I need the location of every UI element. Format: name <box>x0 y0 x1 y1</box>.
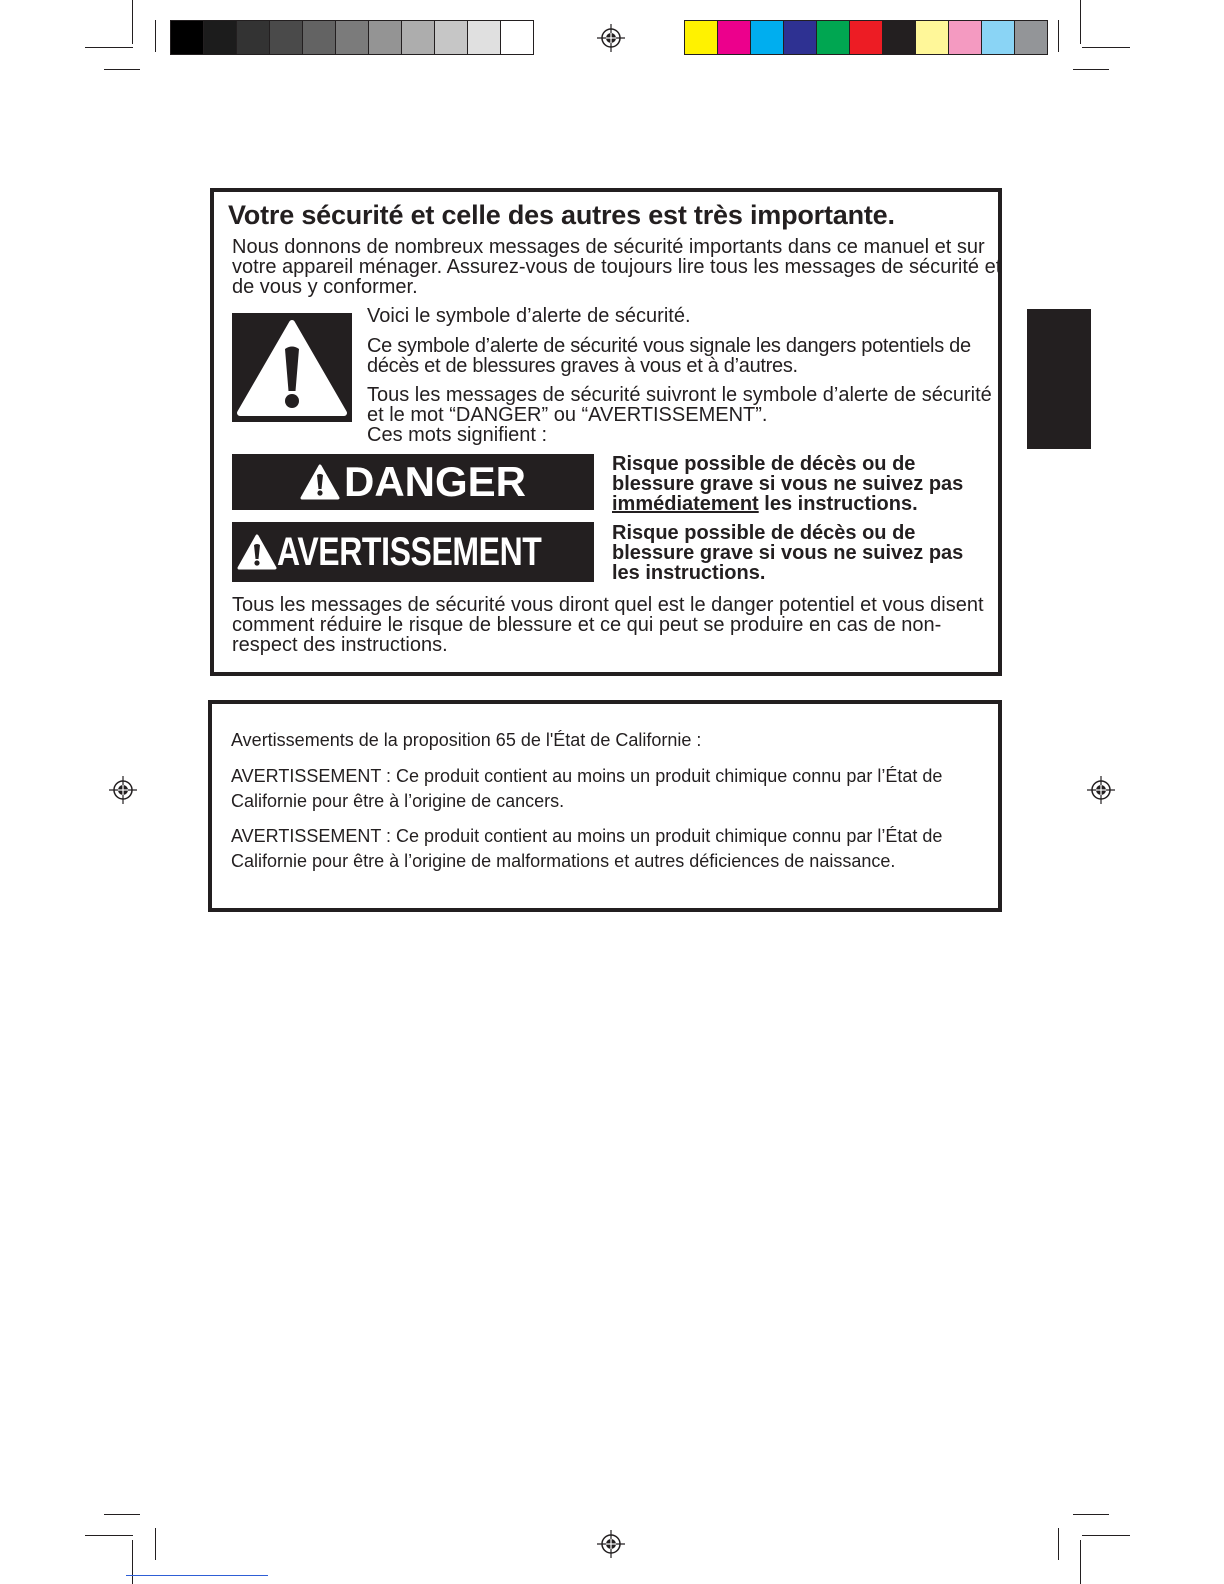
prop65-notice-box <box>208 700 1002 912</box>
registration-mark-icon <box>597 24 625 52</box>
color-swatch <box>468 21 501 54</box>
section-tab <box>1027 309 1091 449</box>
page-edge-line <box>126 1575 268 1576</box>
warning-signal-panel <box>232 522 594 582</box>
crop-mark <box>132 1540 133 1584</box>
crop-mark <box>155 20 156 52</box>
crop-mark <box>1058 20 1059 52</box>
grayscale-color-bar <box>170 20 534 55</box>
signal-word-intro: Tous les messages de sécurité suivront le symbole d’alerte de sécurité et le mot “DANGER” ou “AVERTISSEMENT”. <box>367 384 992 426</box>
crop-mark <box>1058 1528 1059 1560</box>
safety-notice-box <box>210 188 1002 676</box>
color-swatch <box>751 21 784 54</box>
crop-mark <box>1080 1540 1081 1584</box>
color-swatch <box>336 21 369 54</box>
color-swatch <box>402 21 435 54</box>
color-swatch <box>501 21 533 54</box>
warning-label: AVERTISSEMENT <box>277 530 542 574</box>
crop-mark <box>85 1535 133 1536</box>
color-swatch <box>685 21 718 54</box>
danger-label: DANGER <box>343 458 526 505</box>
prop65-warning-birth-defects: AVERTISSEMENT : Ce produit contient au moins un produit chimique connu par l’État de Californie pour être à l’origine de malformations et autres déficiences de naissance. <box>231 826 943 871</box>
symbol-description: Ce symbole d’alerte de sécurité vous signale les dangers potentiels de décès et de blessures graves à vous et à d’autres. <box>367 335 971 377</box>
crop-mark <box>155 1528 156 1560</box>
color-swatch <box>270 21 303 54</box>
crop-mark <box>1073 1514 1109 1515</box>
danger-description-emphasis: immédiatement <box>612 493 759 515</box>
warning-description: Risque possible de décès ou de blessure grave si vous ne suivez pas les instructions. <box>612 522 964 584</box>
crop-mark <box>132 0 133 44</box>
crop-mark <box>1080 0 1081 44</box>
registration-mark-icon <box>597 1530 625 1558</box>
color-swatch <box>435 21 468 54</box>
crop-mark <box>85 47 133 48</box>
color-swatch <box>949 21 982 54</box>
color-swatch <box>883 21 916 54</box>
crop-mark <box>1082 1535 1130 1536</box>
warning-triangle-icon <box>237 533 277 571</box>
registration-mark-icon <box>109 776 137 804</box>
color-swatch <box>237 21 270 54</box>
prop65-heading: Avertissements de la proposition 65 de l'État de Californie : <box>231 730 702 750</box>
signal-word-meaning: Ces mots signifient : <box>367 424 548 446</box>
registration-mark-icon <box>1087 776 1115 804</box>
color-swatch <box>1015 21 1047 54</box>
danger-signal-panel <box>232 454 594 510</box>
color-swatch <box>916 21 949 54</box>
prop65-warning-cancer: AVERTISSEMENT : Ce produit contient au moins un produit chimique connu par l’État de Californie pour être à l’origine de cancers. <box>231 766 943 811</box>
color-swatch <box>303 21 336 54</box>
color-swatch <box>369 21 402 54</box>
color-swatch <box>850 21 883 54</box>
safety-alert-icon <box>232 313 352 422</box>
crop-mark <box>1073 69 1109 70</box>
warning-triangle-icon <box>300 463 340 501</box>
safety-closing: Tous les messages de sécurité vous diront quel est le danger potentiel et vous disent comment réduire le risque de blessure et ce qui peut se produire en cas de non-respect des instructions. <box>232 594 984 656</box>
safety-intro: Nous donnons de nombreux messages de sécurité importants dans ce manuel et sur votre appareil ménager. Assurez-vous de toujours lire tous les messages de sécurité et de vous y conformer. <box>232 236 1002 298</box>
safety-title: Votre sécurité et celle des autres est très importante. <box>228 200 895 230</box>
color-swatch <box>784 21 817 54</box>
color-swatch <box>718 21 751 54</box>
process-color-bar <box>684 20 1048 55</box>
crop-mark <box>1082 47 1130 48</box>
color-swatch <box>171 21 204 54</box>
crop-mark <box>104 1514 140 1515</box>
color-swatch <box>817 21 850 54</box>
danger-description-text: Risque possible de décès ou de blessure grave si vous ne suivez pas <box>612 453 964 495</box>
crop-mark <box>104 69 140 70</box>
danger-description <box>612 454 996 514</box>
color-swatch <box>204 21 237 54</box>
color-swatch <box>982 21 1015 54</box>
danger-description-end: les instructions. <box>764 493 918 515</box>
symbol-intro: Voici le symbole d’alerte de sécurité. <box>367 305 691 327</box>
